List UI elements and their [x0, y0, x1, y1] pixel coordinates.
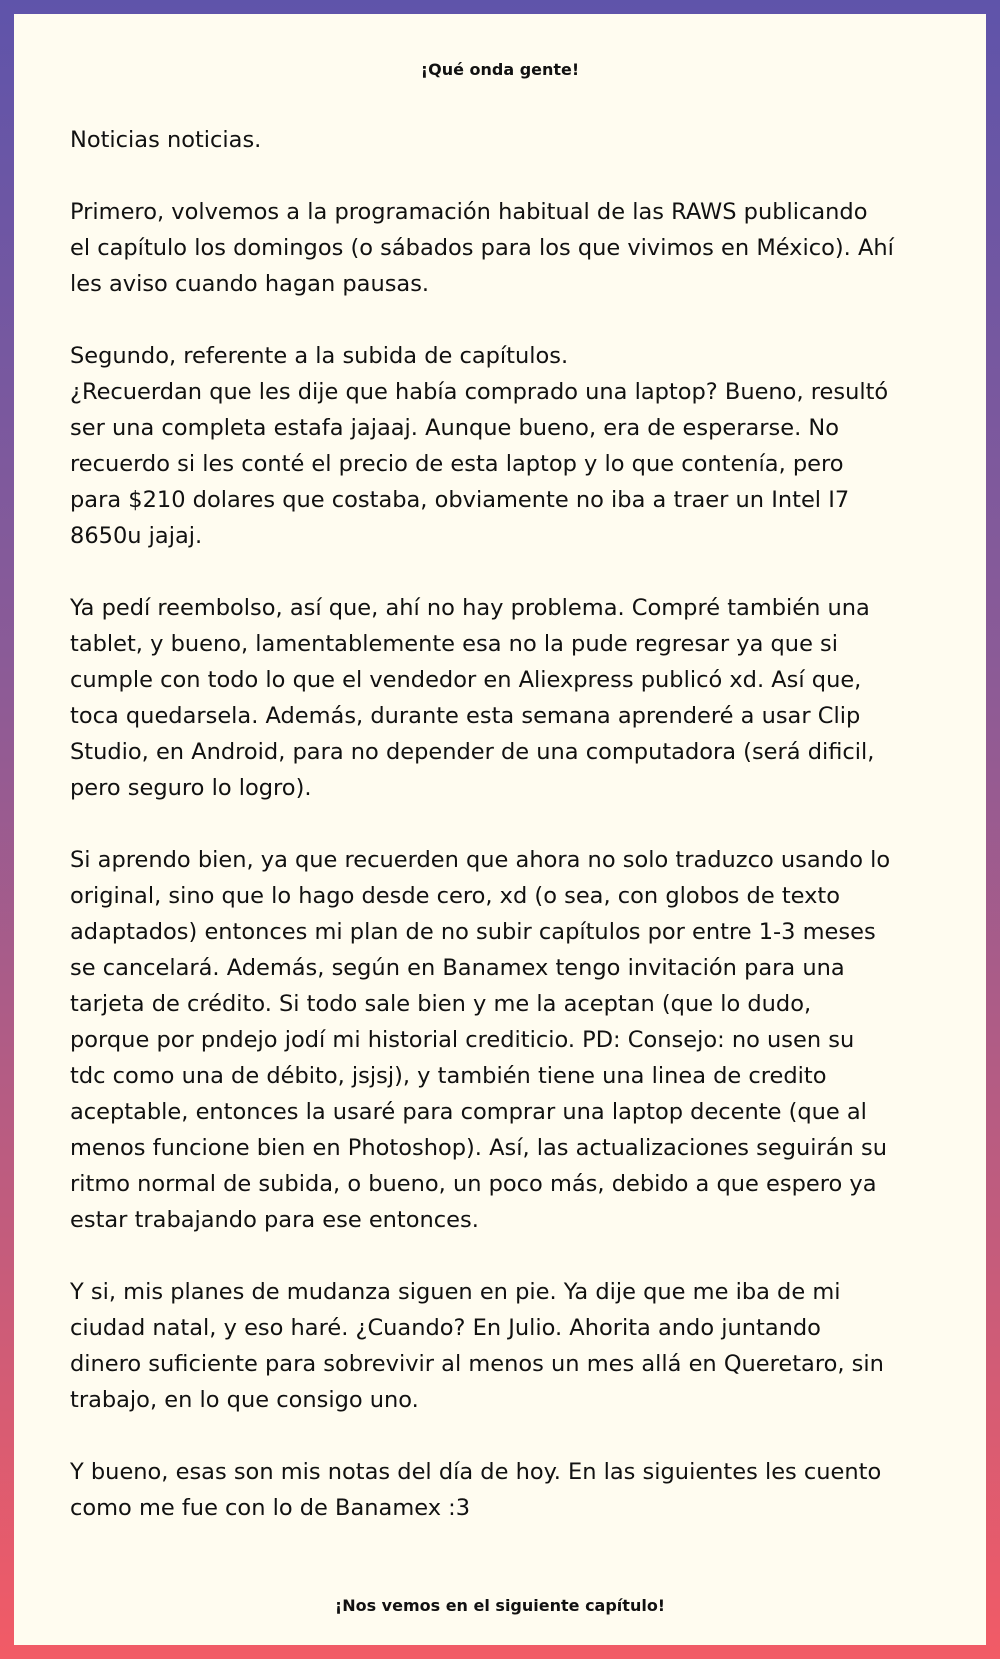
- text-line: el capítulo los domingos (o sábados para los que vivimos en México). Ahí: [70, 235, 894, 261]
- text-line: cumple con todo lo que el vendedor en Aliexpress publicó xd. Así que,: [70, 667, 862, 693]
- text-line: toca quedarsela. Además, durante esta semana aprenderé a usar Clip: [70, 703, 861, 729]
- text-line: Si aprendo bien, ya que recuerden que ahora no solo traduzco usando lo: [70, 847, 891, 873]
- text-line: tdc como una de débito, jsjsj), y también tiene una linea de credito: [70, 1063, 827, 1089]
- text-line: Y bueno, esas son mis notas del día de hoy. En las siguientes les cuento: [70, 1459, 882, 1485]
- text-line: estar trabajando para ese entonces.: [70, 1207, 479, 1233]
- paragraph-intro: [70, 122, 970, 158]
- text-line: dinero suficiente para sobrevivir al menos un mes allá en Queretaro, sin: [70, 1351, 884, 1377]
- text-line: tarjeta de crédito. Si todo sale bien y me la aceptan (que lo dudo,: [70, 991, 812, 1017]
- text-line: Y si, mis planes de mudanza siguen en pie. Ya dije que me iba de mi: [70, 1279, 841, 1305]
- paragraph-schedule: [70, 194, 970, 302]
- text-line: Noticias noticias.: [70, 127, 262, 153]
- paragraph-tablet: [70, 590, 970, 806]
- note-paper: [14, 14, 986, 1645]
- text-line: pero seguro lo logro).: [70, 775, 312, 801]
- text-line: original, sino que lo hago desde cero, xd (o sea, con globos de texto: [70, 883, 840, 909]
- paragraph-closing: [70, 1454, 970, 1526]
- text-line: adaptados) entonces mi plan de no subir capítulos por entre 1-3 meses: [70, 919, 876, 945]
- text-line: recuerdo si les conté el precio de esta laptop y lo que contenía, pero: [70, 451, 844, 477]
- text-line: para $210 dolares que costaba, obviamente no iba a traer un Intel I7: [70, 487, 850, 513]
- paragraph-moving: [70, 1274, 970, 1418]
- text-line: Segundo, referente a la subida de capítulos.: [70, 343, 569, 369]
- text-line: Studio, en Android, para no depender de una computadora (será dificil,: [70, 739, 875, 765]
- footer-farewell: ¡Nos vemos en el siguiente capítulo!: [334, 1596, 666, 1615]
- text-line: tablet, y bueno, lamentablemente esa no la pude regresar ya que si: [70, 631, 839, 657]
- text-line: porque por pndejo jodí mi historial crediticio. PD: Consejo: no usen su: [70, 1027, 855, 1053]
- text-line: 8650u jajaj.: [70, 523, 203, 549]
- paragraph-plans: [70, 842, 970, 1238]
- text-line: Primero, volvemos a la programación habitual de las RAWS publicando: [70, 199, 868, 225]
- text-line: se cancelará. Además, según en Banamex tengo invitación para una: [70, 955, 845, 981]
- text-line: menos funcione bien en Photoshop). Así, las actualizaciones seguirán su: [70, 1135, 887, 1161]
- text-line: ¿Recuerdan que les dije que había comprado una laptop? Bueno, resultó: [70, 379, 889, 405]
- text-line: trabajo, en lo que consigo uno.: [70, 1387, 419, 1413]
- text-line: ritmo normal de subida, o bueno, un poco más, debido a que espero ya: [70, 1171, 877, 1197]
- text-line: Ya pedí reembolso, así que, ahí no hay problema. Compré también una: [70, 595, 870, 621]
- text-line: ciudad natal, y eso haré. ¿Cuando? En Julio. Ahorita ando juntando: [70, 1315, 821, 1341]
- text-line: aceptable, entonces la usaré para comprar una laptop decente (que al: [70, 1099, 867, 1125]
- text-line: les aviso cuando hagan pausas.: [70, 271, 430, 297]
- page-title: ¡Qué onda gente!: [420, 60, 580, 79]
- note-body: [70, 122, 970, 1562]
- paragraph-laptop: [70, 338, 970, 554]
- text-line: ser una completa estafa jajaaj. Aunque bueno, era de esperarse. No: [70, 415, 839, 441]
- text-line: como me fue con lo de Banamex :3: [70, 1495, 471, 1521]
